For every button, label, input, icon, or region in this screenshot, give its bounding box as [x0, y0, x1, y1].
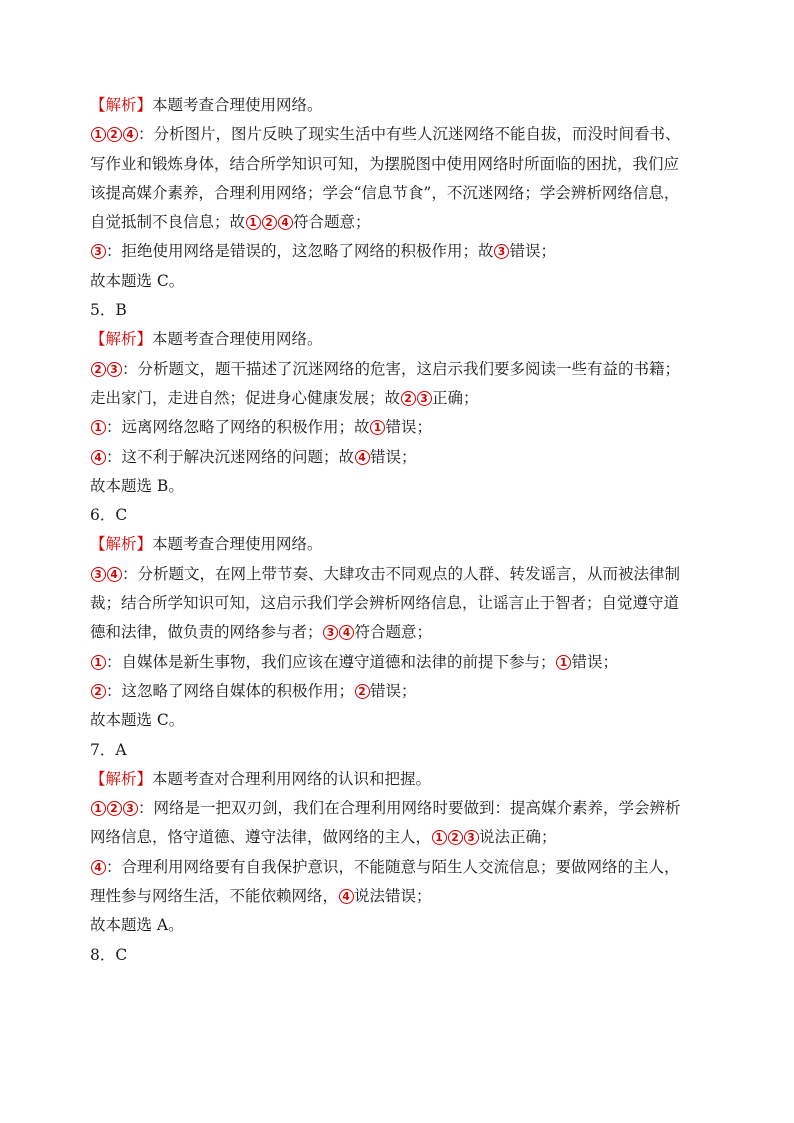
- analysis-tag: 【解析】: [90, 330, 153, 349]
- circled-number: 2: [91, 362, 106, 377]
- text-line: 【解析】本题考查合理使用网络。: [90, 330, 323, 349]
- circled-number: 2: [262, 215, 277, 230]
- analysis-tag: 【解析】: [90, 535, 153, 554]
- text-line: 故本题选 A。: [90, 916, 184, 935]
- text-line: 3 ：拒绝使用网络是错误的，这忽略了网络的积极作用；故 3 错误；: [90, 237, 710, 266]
- text-line: 走出家门，走进自然；促进身心健康发展；故 2 3 正确；: [90, 388, 479, 407]
- question-number: 5．B: [90, 301, 127, 320]
- text-line: 1 2 4 ：分析图片，图片反映了现实生活中有些人沉迷网络不能自拔，而没时间看书、: [90, 120, 710, 149]
- text-line: 理性参与网络生活，不能依赖网络， 4 说法错误；: [90, 887, 432, 906]
- text-line: 【解析】本题考查合理使用网络。: [90, 535, 323, 554]
- circled-number: 1: [91, 655, 106, 670]
- circled-number: 3: [91, 244, 106, 259]
- circled-number: 3: [91, 567, 106, 582]
- circled-number: 4: [278, 215, 293, 230]
- circled-number: 1: [91, 801, 106, 816]
- circled-number: 3: [123, 801, 138, 816]
- text-line: 故本题选 B。: [90, 476, 184, 495]
- circled-number: 1: [370, 420, 385, 435]
- text-line: 【解析】本题考查合理使用网络。: [90, 96, 323, 114]
- text-line: 1 ：远离网络忽略了网络的积极作用；故 1 错误；: [90, 413, 710, 442]
- text-line: 故本题选 C。: [90, 271, 185, 290]
- circled-number: 4: [355, 450, 370, 465]
- text-line: 故本题选 C。: [90, 711, 185, 730]
- circled-number: 2: [401, 391, 416, 406]
- circled-number: 2: [448, 830, 463, 845]
- text-line: 写作业和锻炼身体，结合所学知识可知，为摆脱图中使用网络时所面临的困扰，我们应: [90, 154, 680, 173]
- question-number: 7．A: [90, 740, 127, 759]
- circled-number: 2: [107, 801, 122, 816]
- answer-document: [90, 91, 710, 970]
- text-line: 2 ：这忽略了网络自媒体的积极作用； 2 错误；: [90, 677, 710, 706]
- circled-number: 4: [339, 889, 354, 904]
- circled-number: 1: [556, 655, 571, 670]
- text-line: 4 ：合理利用网络要有自我保护意识，不能随意与陌生人交流信息；要做网络的主人，: [90, 853, 710, 882]
- question-number: 6．C: [90, 506, 128, 525]
- circled-number: 4: [123, 127, 138, 142]
- text-line: 4 ：这不利于解决沉迷网络的问题；故 4 错误；: [90, 443, 710, 472]
- text-line: 网络信息，恪守道德、遵守法律，做网络的主人， 1 2 3 说法正确；: [90, 828, 557, 847]
- text-line: 1 ：自媒体是新生事物，我们应该在遵守道德和法律的前提下参与； 1 错误；: [90, 648, 710, 677]
- text-line: 自觉抵制不良信息；故 1 2 4 符合题意；: [90, 213, 371, 232]
- circled-number: 3: [494, 244, 509, 259]
- text-line: 3 4 ：分析题文，在网上带节奏、大肆攻击不同观点的人群、转发谣言，从而被法律制: [90, 560, 710, 589]
- analysis-tag: 【解析】: [90, 769, 153, 788]
- circled-number: 2: [355, 684, 370, 699]
- text-line: 德和法律，做负责的网络参与者； 3 4 符合题意；: [90, 623, 433, 642]
- circled-number: 4: [107, 567, 122, 582]
- text-line: 该提高媒介素养，合理利用网络；学会“信息节食”，不沉迷网络；学会辨析网络信息，: [90, 183, 680, 202]
- circled-number: 4: [91, 860, 106, 875]
- text-line: 1 2 3 ：网络是一把双刃剑，我们在合理利用网络时要做到：提高媒介素养，学会辨析: [90, 794, 710, 823]
- circled-number: 1: [91, 420, 106, 435]
- circled-number: 3: [323, 625, 338, 640]
- circled-number: 2: [107, 127, 122, 142]
- text-line: 【解析】本题考查对合理利用网络的认识和把握。: [90, 769, 432, 788]
- circled-number: 3: [107, 362, 122, 377]
- circled-number: 1: [432, 830, 447, 845]
- text-line: 裁；结合所学知识可知，这启示我们学会辨析网络信息，让谣言止于智者；自觉遵守道: [90, 594, 680, 613]
- circled-number: 1: [91, 127, 106, 142]
- circled-number: 3: [464, 830, 479, 845]
- circled-number: 4: [91, 450, 106, 465]
- circled-number: 3: [417, 391, 432, 406]
- circled-number: 4: [339, 625, 354, 640]
- circled-number: 2: [91, 684, 106, 699]
- circled-number: 1: [246, 215, 261, 230]
- text-line: 2 3 ：分析题文，题干描述了沉迷网络的危害，这启示我们要多阅读一些有益的书籍；: [90, 355, 710, 384]
- question-number: 8．C: [90, 945, 128, 964]
- analysis-tag: 【解析】: [90, 96, 153, 114]
